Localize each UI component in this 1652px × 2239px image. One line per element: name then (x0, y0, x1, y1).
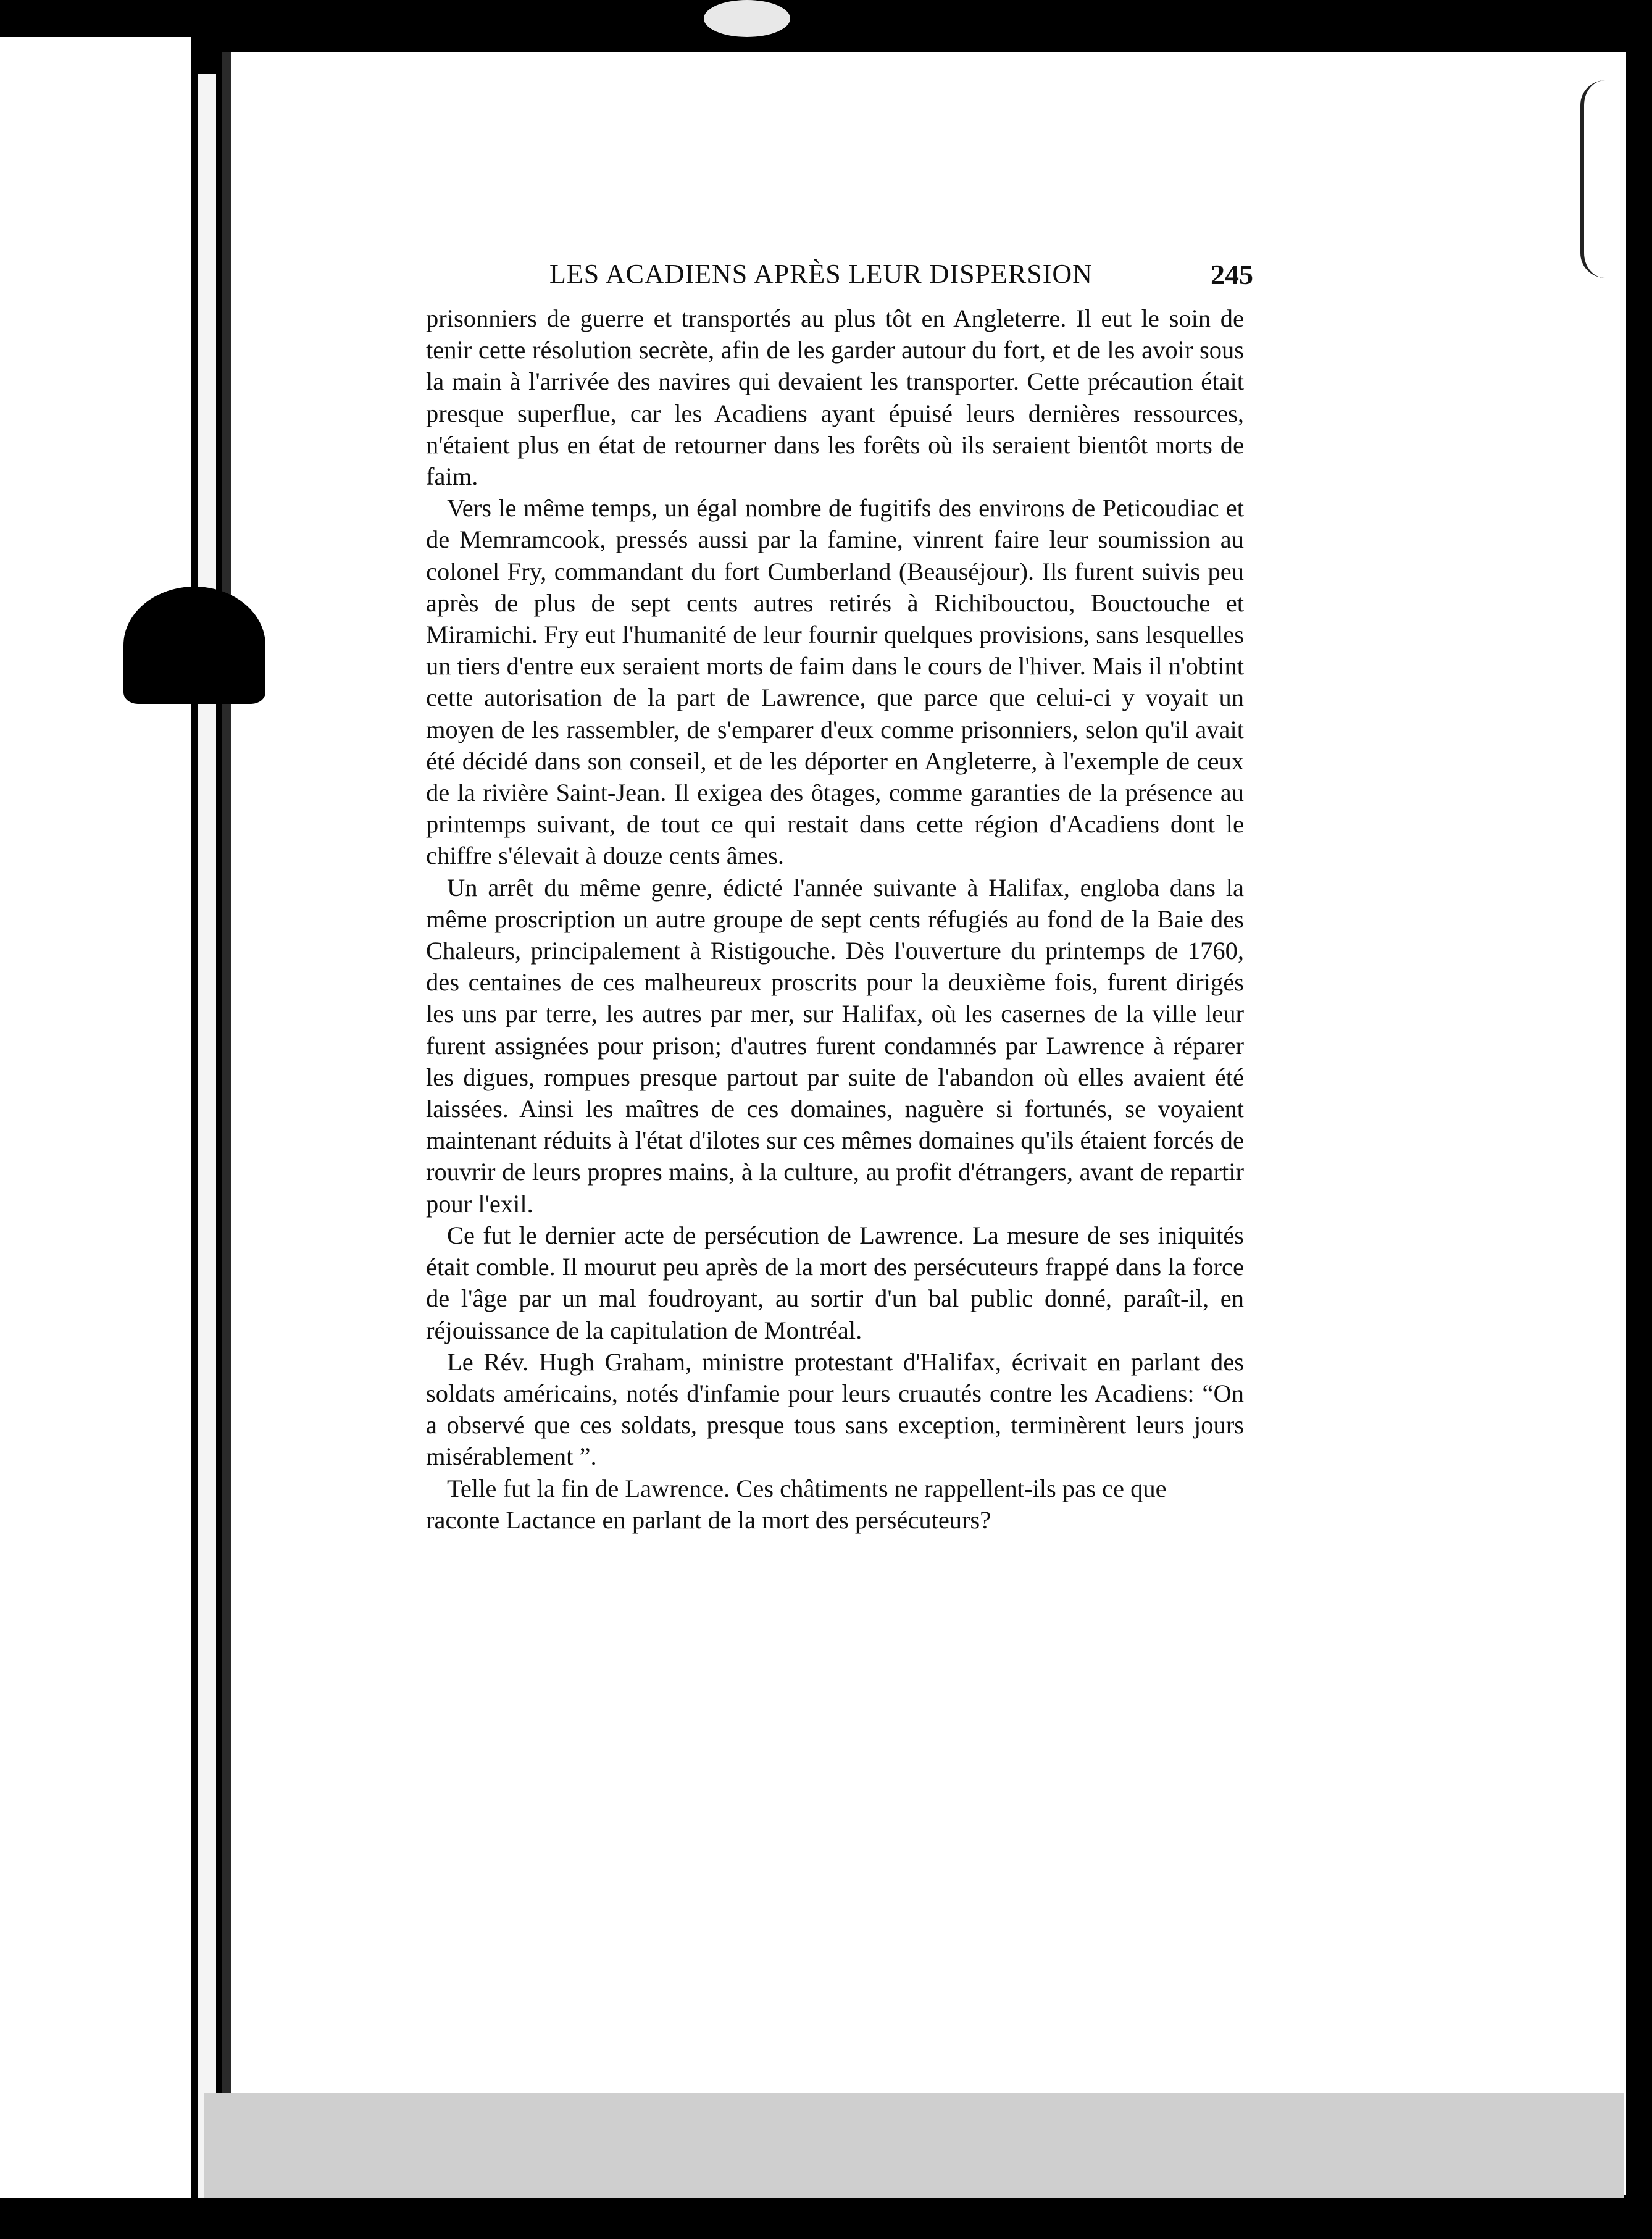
running-title: LES ACADIENS APRÈS LEUR DISPERSION (549, 259, 1093, 289)
paragraph: Le Rév. Hugh Graham, ministre protestant d'Halifax, écrivait en parlant des soldats américains, notés d'infamie pour leurs cruautés contre les Acadiens: “On a observé que ces soldats, presque tous sans exception, terminèrent leurs jours misérablement ”. (426, 1347, 1244, 1471)
paragraph: Ce fut le dernier acte de persécution de Lawrence. La mesure de ses iniquités était comble. Il mourut peu après de la mort des persécuteurs frappé dans la force de l'âge par un mal foudroyant, au sortir d'un bal public donné, paraît-il, en réjouissance de la capitulation de Montréal. (426, 1221, 1244, 1344)
page-bottom-band (204, 2093, 1624, 2198)
body-text (426, 303, 1244, 1536)
scan-smudge (704, 0, 790, 37)
facing-page-edge (0, 37, 191, 2198)
paragraph: Telle fut la fin de Lawrence. Ces châtiments ne rappellent-ils pas ce que raconte Lactance en parlant de la mort des persécuteurs? (426, 1474, 1167, 1534)
page-curl (1580, 80, 1621, 278)
paragraph: Un arrêt du même genre, édicté l'année suivante à Halifax, engloba dans la même proscription un autre groupe de sept cents réfugiés au fond de la Baie des Chaleurs, principalement à Ristigouche. Dès l'ouverture du printemps de 1760, des centaines de ces malheureux proscrits pour la deuxième fois, furent dirigés les uns par terre, les autres par mer, sur Halifax, où les casernes de la ville leur furent assignées pour prison; d'autres furent condamnés par Lawrence à réparer les digues, rompues presque partout par suite de l'abandon où elles avaient été laissées. Ainsi les maîtres de ces domaines, naguère si fortunés, se voyaient maintenant réduits à l'état d'ilotes sur ces mêmes domaines qu'ils étaient forcés de rouvrir de leurs propres mains, à la culture, au profit d'étrangers, avant de repartir pour l'exil. (426, 873, 1244, 1218)
binding-notch (123, 587, 265, 704)
page-spine (198, 74, 216, 2198)
page-number: 245 (1211, 259, 1253, 290)
page-header (549, 258, 1253, 295)
paragraph: Vers le même temps, un égal nombre de fugitifs des environs de Peticoudiac et de Memramcook, pressés aussi par la famine, vinrent faire leur soumission au colonel Fry, commandant du fort Cumberland (Beauséjour). Ils furent suivis peu après de plus de sept cents autres retirés à Richibouctou, Bouctouche et Miramichi. Fry eut l'humanité de leur fournir quelques provisions, sans lesquelles un tiers d'entre eux seraient morts de faim dans le cours de l'hiver. Mais il n'obtint cette autorisation de la part de Lawrence, que parce que celui-ci y voyait un moyen de les rassembler, de s'emparer d'eux comme prisonniers, selon qu'il avait été décidé dans son conseil, et de les déporter en Angleterre, à l'exemple de ceux de la rivière Saint-Jean. Il exigea des ôtages, comme garanties de la présence au printemps suivant, de tout ce qui restait dans cette région d'Acadiens dont le chiffre s'élevait à douze cents âmes. (426, 494, 1244, 870)
paragraph: prisonniers de guerre et transportés au plus tôt en Angleterre. Il eut le soin de tenir cette résolution secrète, afin de les garder autour du fort, et de les avoir sous la main à l'arrivée des navires qui devaient les transporter. Cette précaution était presque superflue, car les Acadiens ayant épuisé leurs dernières ressources, n'étaient plus en état de retourner dans les forêts où ils seraient bientôt morts de faim. (426, 304, 1244, 491)
